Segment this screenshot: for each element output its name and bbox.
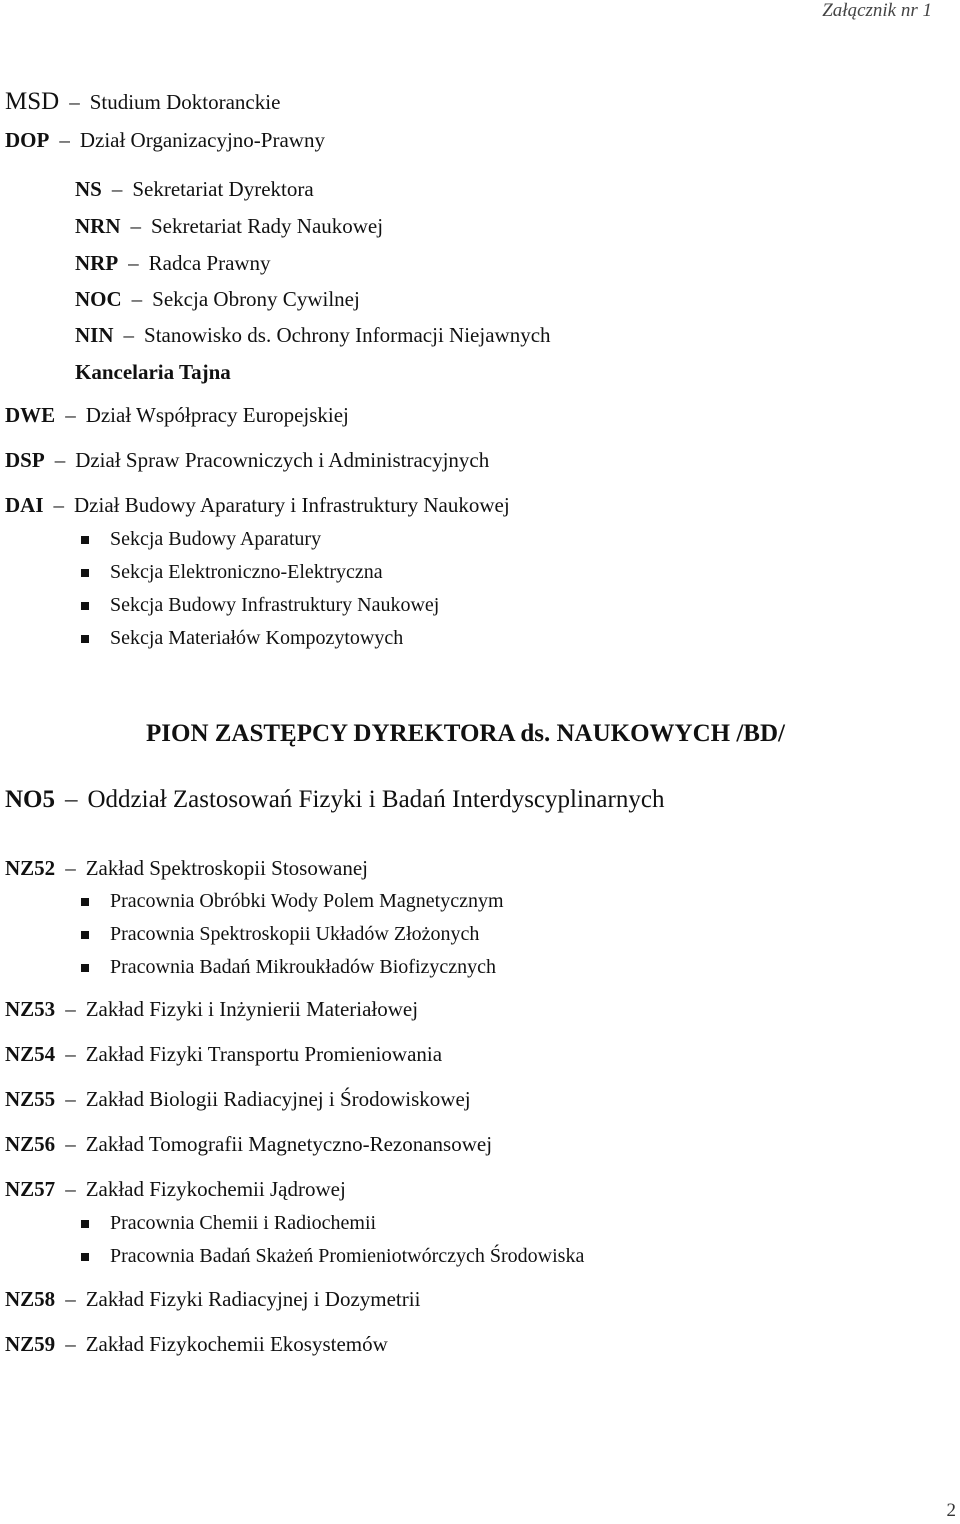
- unit-name: Zakład Fizyki i Inżynierii Materiałowej: [85, 997, 419, 1021]
- unit-dop: DOP – Dział Organizacyjno-Prawny: [5, 128, 325, 152]
- unit-code: NO5: [5, 786, 55, 813]
- unit-code: NRP: [75, 251, 119, 275]
- list-item: [110, 528, 321, 551]
- subunit-ns: NS – Sekretariat Dyrektora: [75, 177, 314, 201]
- unit-code: DWE: [5, 403, 56, 427]
- list-item: [110, 1245, 584, 1268]
- unit-code: DOP: [5, 128, 50, 152]
- unit-name: Radca Prawny: [148, 251, 271, 275]
- unit-nz55: NZ55 – Zakład Biologii Radiacyjnej i Środowiskowej: [5, 1087, 471, 1111]
- unit-name: Dział Współpracy Europejskiej: [85, 403, 349, 427]
- list-item: [110, 594, 439, 617]
- page-number: 2: [946, 1500, 956, 1521]
- list-item: [110, 1212, 376, 1235]
- unit-nz58: NZ58 – Zakład Fizyki Radiacyjnej i Dozymetrii: [5, 1287, 421, 1311]
- unit-name: Sekretariat Dyrektora: [132, 177, 314, 201]
- subunit-nin: NIN – Stanowisko ds. Ochrony Informacji Niejawnych: [75, 323, 551, 347]
- dept-dwe: DWE – Dział Współpracy Europejskiej: [5, 403, 349, 427]
- unit-name: Dział Spraw Pracowniczych i Administracyjnych: [75, 448, 490, 472]
- unit-name: Oddział Zastosowań Fizyki i Badań Interdyscyplinarnych: [87, 786, 665, 813]
- bullet-icon: [81, 1253, 89, 1261]
- dept-dsp: DSP – Dział Spraw Pracowniczych i Administracyjnych: [5, 448, 490, 472]
- unit-code: NZ53: [5, 997, 56, 1021]
- bullet-icon: [81, 635, 89, 643]
- dept-dai: DAI – Dział Budowy Aparatury i Infrastruktury Naukowej: [5, 493, 510, 517]
- unit-nz54: NZ54 – Zakład Fizyki Transportu Promieniowania: [5, 1042, 443, 1066]
- unit-code: DAI: [5, 493, 44, 517]
- bullet-icon: [81, 964, 89, 972]
- bullet-icon: [81, 569, 89, 577]
- subunit-nrn: NRN – Sekretariat Rady Naukowej: [75, 214, 384, 238]
- unit-code: NZ54: [5, 1042, 56, 1066]
- unit-code: NZ59: [5, 1332, 56, 1356]
- list-item-label: Sekcja Materiałów Kompozytowych: [110, 627, 404, 649]
- unit-nz56: NZ56 – Zakład Tomografii Magnetyczno-Rezonansowej: [5, 1132, 493, 1156]
- unit-name: Zakład Fizyki Radiacyjnej i Dozymetrii: [85, 1287, 421, 1311]
- unit-name: Stanowisko ds. Ochrony Informacji Niejawnych: [144, 323, 551, 347]
- bullet-icon: [81, 898, 89, 906]
- unit-code: NS: [75, 177, 102, 201]
- subunit-noc: NOC – Sekcja Obrony Cywilnej: [75, 287, 360, 311]
- list-item-label: Sekcja Budowy Infrastruktury Naukowej: [110, 594, 440, 616]
- unit-name: Studium Doktoranckie: [89, 90, 281, 114]
- subunit-nrp: NRP – Radca Prawny: [75, 251, 271, 275]
- unit-nz59: NZ59 – Zakład Fizykochemii Ekosystemów: [5, 1332, 388, 1356]
- unit-code: NIN: [75, 323, 114, 347]
- list-item-label: Sekcja Budowy Aparatury: [110, 528, 322, 550]
- unit-code: NZ55: [5, 1087, 56, 1111]
- bullet-icon: [81, 602, 89, 610]
- unit-name: Zakład Fizyki Transportu Promieniowania: [85, 1042, 443, 1066]
- section-title: PION ZASTĘPCY DYREKTORA ds. NAUKOWYCH /BD/: [146, 720, 785, 747]
- bullet-icon: [81, 931, 89, 939]
- list-item-label: Sekcja Elektroniczno-Elektryczna: [110, 561, 383, 583]
- unit-name: Zakład Fizykochemii Ekosystemów: [85, 1332, 388, 1356]
- list-item-label: Pracownia Obróbki Wody Polem Magnetycznym: [110, 890, 504, 912]
- list-item-label: Pracownia Badań Mikroukładów Biofizycznych: [110, 956, 497, 978]
- unit-msd: MSD – Studium Doktoranckie: [5, 88, 281, 115]
- list-item: [110, 956, 496, 979]
- unit-nz57: NZ57 – Zakład Fizykochemii Jądrowej: [5, 1177, 346, 1201]
- list-item-label: Pracownia Badań Skażeń Promieniotwórczych Środowiska: [110, 1245, 585, 1267]
- unit-code: DSP: [5, 448, 45, 472]
- list-item: [110, 923, 479, 946]
- list-item: [110, 627, 403, 650]
- unit-name: Zakład Tomografii Magnetyczno-Rezonansowej: [85, 1132, 493, 1156]
- unit-nz52: NZ52 – Zakład Spektroskopii Stosowanej: [5, 856, 368, 880]
- list-item: [110, 890, 504, 913]
- kancelaria-tajna: Kancelaria Tajna: [75, 360, 231, 384]
- bullet-icon: [81, 536, 89, 544]
- unit-name: Dział Organizacyjno-Prawny: [79, 128, 325, 152]
- unit-code: NZ52: [5, 856, 56, 880]
- unit-code: NRN: [75, 214, 121, 238]
- unit-code: NOC: [75, 287, 122, 311]
- unit-code: MSD: [5, 88, 60, 115]
- unit-name: Zakład Biologii Radiacyjnej i Środowiskowej: [85, 1087, 471, 1111]
- unit-name: Zakład Fizykochemii Jądrowej: [85, 1177, 346, 1201]
- list-item-label: Pracownia Spektroskopii Układów Złożonych: [110, 923, 480, 945]
- unit-name: Sekcja Obrony Cywilnej: [152, 287, 360, 311]
- bullet-icon: [81, 1220, 89, 1228]
- unit-nz53: NZ53 – Zakład Fizyki i Inżynierii Materiałowej: [5, 997, 419, 1021]
- unit-code: NZ56: [5, 1132, 56, 1156]
- division-no5: NO5 – Oddział Zastosowań Fizyki i Badań Interdyscyplinarnych: [5, 786, 665, 813]
- unit-code: NZ58: [5, 1287, 56, 1311]
- unit-name: Zakład Spektroskopii Stosowanej: [85, 856, 368, 880]
- unit-code: NZ57: [5, 1177, 56, 1201]
- page-header: Załącznik nr 1: [822, 0, 932, 21]
- list-item: [110, 561, 383, 584]
- unit-name: Dział Budowy Aparatury i Infrastruktury Naukowej: [74, 493, 510, 517]
- unit-name: Sekretariat Rady Naukowej: [151, 214, 384, 238]
- list-item-label: Pracownia Chemii i Radiochemii: [110, 1212, 377, 1234]
